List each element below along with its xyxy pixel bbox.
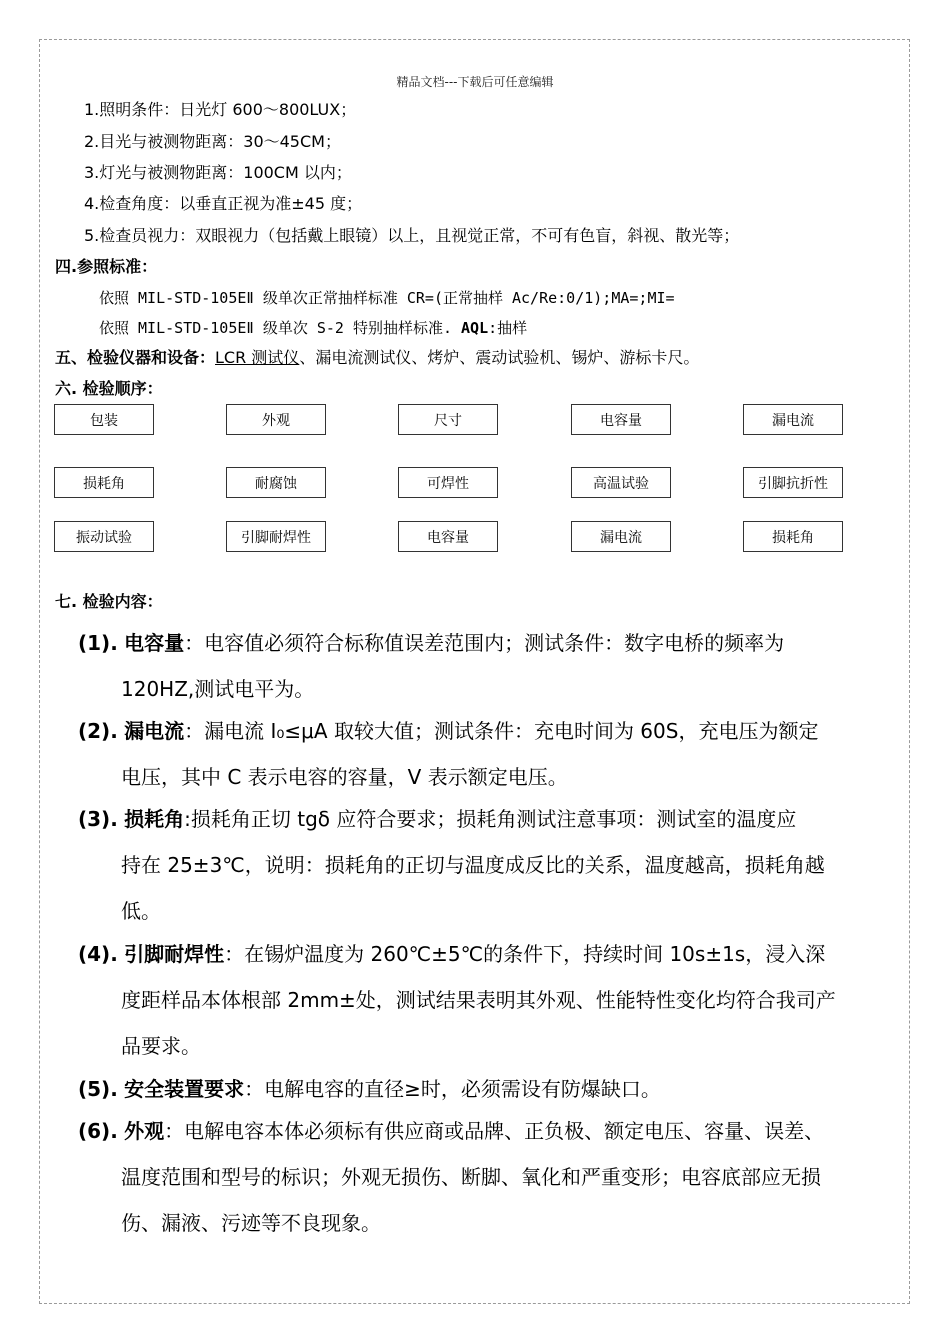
- section-5: [55, 348, 699, 368]
- item-text: 120HZ,测试电平为。: [121, 677, 315, 701]
- item-text: ：电解电容的直径≥时，必须需设有防爆缺口。: [244, 1077, 661, 1101]
- content-item-4: [78, 931, 908, 1058]
- condition-4: 4.检查角度：以垂直正视为准±45 度；: [84, 194, 363, 213]
- item-number: (3).: [78, 807, 118, 831]
- equipment-list: 、漏电流测试仪、烤炉、震动试验机、锡炉、游标卡尺。: [299, 348, 700, 367]
- step-box: 电容量: [571, 404, 671, 435]
- reference-standard-2: [99, 318, 527, 338]
- item-label: 外观: [124, 1119, 165, 1143]
- condition-3: 3.灯光与被测物距离：100CM 以内；: [84, 163, 352, 182]
- item-label: 损耗角: [124, 807, 185, 831]
- item-number: (5).: [78, 1077, 118, 1101]
- condition-2: 2.目光与被测物距离：30～45CM；: [84, 132, 341, 151]
- step-box: 包装: [54, 404, 154, 435]
- item-text: 低。: [121, 899, 161, 923]
- step-box: 损耗角: [743, 521, 843, 552]
- item-label: 漏电流: [124, 719, 185, 743]
- step-box: 漏电流: [743, 404, 843, 435]
- item-text: ：电解电容本体必须标有供应商或品牌、正负极、额定电压、容量、误差、: [164, 1119, 825, 1143]
- aql-suffix: :抽样: [488, 319, 528, 337]
- item-text: 持在 25±3℃，说明：损耗角的正切与温度成反比的关系，温度越高，损耗角越: [121, 853, 825, 877]
- item-number: (2).: [78, 719, 118, 743]
- content-item-5: [78, 1066, 908, 1112]
- step-box: 损耗角: [54, 467, 154, 498]
- item-label: 电容量: [124, 631, 185, 655]
- step-box: 振动试验: [54, 521, 154, 552]
- item-label: 安全装置要求: [124, 1077, 245, 1101]
- step-box: 引脚耐焊性: [226, 521, 326, 552]
- reference-standard-2-text: 依照 MIL-STD-105EⅡ 级单次 S-2 特别抽样标准.: [99, 319, 452, 337]
- section-7-title: 七. 检验内容：: [55, 592, 163, 611]
- item-text: 伤、漏液、污迹等不良现象。: [121, 1211, 381, 1235]
- item-text: :损耗角正切 tgδ 应符合要求；损耗角测试注意事项：测试室的温度应: [184, 807, 797, 831]
- section-5-title: 五、检验仪器和设备：: [55, 348, 216, 367]
- condition-5: 5.检查员视力：双眼视力（包括戴上眼镜）以上，且视觉正常，不可有色盲，斜视、散光等；: [84, 226, 740, 245]
- section-6-title: 六. 检验顺序：: [55, 379, 163, 398]
- step-box: 可焊性: [398, 467, 498, 498]
- section-4-title: 四.参照标准：: [55, 257, 158, 276]
- item-number: (4).: [78, 942, 118, 966]
- item-text: 电压，其中 C 表示电容的容量，V 表示额定电压。: [121, 765, 568, 789]
- item-text: ：电容值必须符合标称值误差范围内；测试条件：数字电桥的频率为: [184, 631, 785, 655]
- aql-label: AQL: [461, 319, 489, 337]
- step-box: 尺寸: [398, 404, 498, 435]
- step-box: 外观: [226, 404, 326, 435]
- lcr-tester-link: LCR 测试仪: [215, 348, 300, 367]
- header-note: 精品文档---下载后可任意编辑: [396, 75, 554, 89]
- item-text: 品要求。: [121, 1034, 201, 1058]
- item-text: ：漏电流 I₀≤μA 取较大值；测试条件：充电时间为 60S，充电压为额定: [184, 719, 819, 743]
- item-number: (6).: [78, 1119, 118, 1143]
- item-text: 度距样品本体根部 2mm±处，测试结果表明其外观、性能特性变化均符合我司产: [121, 988, 836, 1012]
- content-item-2: [78, 708, 908, 789]
- condition-1: 1.照明条件：日光灯 600～800LUX；: [84, 100, 357, 119]
- item-number: (1).: [78, 631, 118, 655]
- item-text: ：在锡炉温度为 260℃±5℃的条件下，持续时间 10s±1s，浸入深: [224, 942, 826, 966]
- step-box: 漏电流: [571, 521, 671, 552]
- step-box: 高温试验: [571, 467, 671, 498]
- step-box: 耐腐蚀: [226, 467, 326, 498]
- step-box: 电容量: [398, 521, 498, 552]
- item-text: 温度范围和型号的标识；外观无损伤、断脚、氧化和严重变形；电容底部应无损: [121, 1165, 821, 1189]
- step-box: 引脚抗折性: [743, 467, 843, 498]
- content-item-6: [78, 1108, 908, 1235]
- content-item-1: [78, 620, 908, 701]
- content-item-3: [78, 796, 908, 923]
- reference-standard-1: 依照 MIL-STD-105EⅡ 级单次正常抽样标准 CR=(正常抽样 Ac/Re:0/1);MA=;MI=: [99, 289, 675, 307]
- item-label: 引脚耐焊性: [124, 942, 225, 966]
